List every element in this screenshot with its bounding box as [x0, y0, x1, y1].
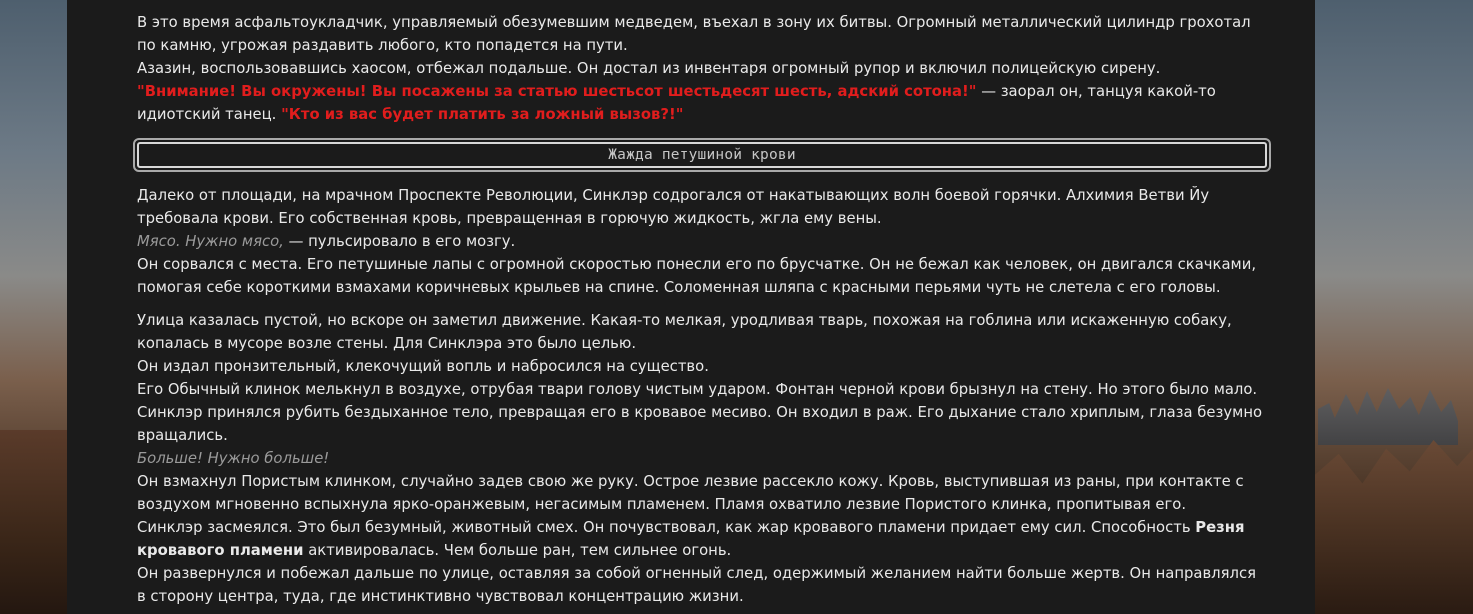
story-paragraph: Его Обычный клинок мелькнул в воздухе, отрубая твари голову чистым ударом. Фонтан черной крови брызнул на стену. Но этого было мало.: [137, 381, 1258, 398]
story-paragraph: Он развернулся и побежал дальше по улице, оставляя за собой огненный след, одержимый желанием найти больше жертв. Он направлялся в сторону центра, туда, где инстинктивно чувствовал концентрацию жизни.: [137, 565, 1257, 605]
background-ground-right: [1315, 440, 1473, 614]
story-paragraph: Он издал пронзительный, клекочущий вопль и набросился на существо.: [137, 358, 709, 375]
story-panel: [67, 0, 1315, 614]
background-ground-left: [0, 430, 67, 614]
story-content: [137, 11, 1267, 608]
story-paragraph: Он сорвался с места. Его петушиные лапы с огромной скоростью понесли его по брусчатке. Он не бежал как человек, он двигался скачками, помогая себе короткими взмахами коричневых крыльев на спине. Соломенная шляпа с красными перьями чуть не слетела с его головы.: [137, 256, 1257, 296]
story-paragraph: В это время асфальтоукладчик, управляемый обезумевшим медведем, въехал в зону их битвы. Огромный металлический цилиндр грохотал по камню, угрожая раздавить любого, кто попадется на пути.: [137, 14, 1251, 54]
paragraph-gap: [137, 299, 1267, 309]
story-paragraph-ability: [137, 516, 1267, 562]
story-paragraph-dialogue: [137, 80, 1267, 126]
inner-thought: Больше! Нужно больше!: [137, 450, 330, 467]
story-paragraph: Далеко от площади, на мрачном Проспекте Революции, Синклэр содрогался от накатывающих волн боевой горячки. Алхимия Ветви Йу требовала крови. Его собственная кровь, превращенная в горючую жидкость, жгла ему вены.: [137, 187, 1210, 227]
dialogue-quote: "Кто из вас будет платить за ложный вызов?!": [281, 106, 684, 123]
ability-narration: Синклэр засмеялся. Это был безумный, животный смех. Он почувствовал, как жар кровавого пламени придает ему сил. Способность: [137, 519, 1196, 536]
story-paragraph: Улица казалась пустой, но вскоре он заметил движение. Какая-то мелкая, уродливая тварь, похожая на гоблина или искаженную собаку, копалась в мусоре возле стены. Для Синклэра это было целью.: [137, 312, 1232, 352]
story-paragraph: Синклэр принялся рубить бездыханное тело, превращая его в кровавое месиво. Он входил в раж. Его дыхание стало хриплым, глаза безумно вращались.: [137, 404, 1263, 444]
story-paragraph: Он взмахнул Пористым клинком, случайно задев свою же руку. Острое лезвие рассекло кожу. Кровь, выступившая из раны, при контакте с воздухом мгновенно вспыхнула ярко-оранжевым, негасимым пламенем. Пламя охватило лезвие Пористого клинка, пропитывая его.: [137, 473, 1244, 513]
section-header-box: [133, 138, 1271, 172]
ability-name: Резня кровавого пламени: [137, 519, 1245, 559]
dialogue-narration: — заорал он, танцуя какой-то идиотский танец.: [137, 83, 1216, 123]
story-paragraph: Азазин, воспользовавшись хаосом, отбежал подальше. Он достал из инвентаря огромный рупор и включил полицейскую сирену.: [137, 60, 1161, 77]
background-ruins: [1318, 385, 1458, 445]
story-paragraph-thought: [137, 230, 1267, 253]
ability-narration: активировалась. Чем больше ран, тем сильнее огонь.: [303, 542, 732, 559]
inner-thought: Мясо. Нужно мясо,: [137, 233, 284, 250]
section-title: Жажда петушиной крови: [137, 142, 1267, 168]
dialogue-quote: "Внимание! Вы окружены! Вы посажены за статью шестьсот шестьдесят шесть, адский сотона!": [137, 83, 977, 100]
thought-narration: — пульсировало в его мозгу.: [283, 233, 516, 250]
